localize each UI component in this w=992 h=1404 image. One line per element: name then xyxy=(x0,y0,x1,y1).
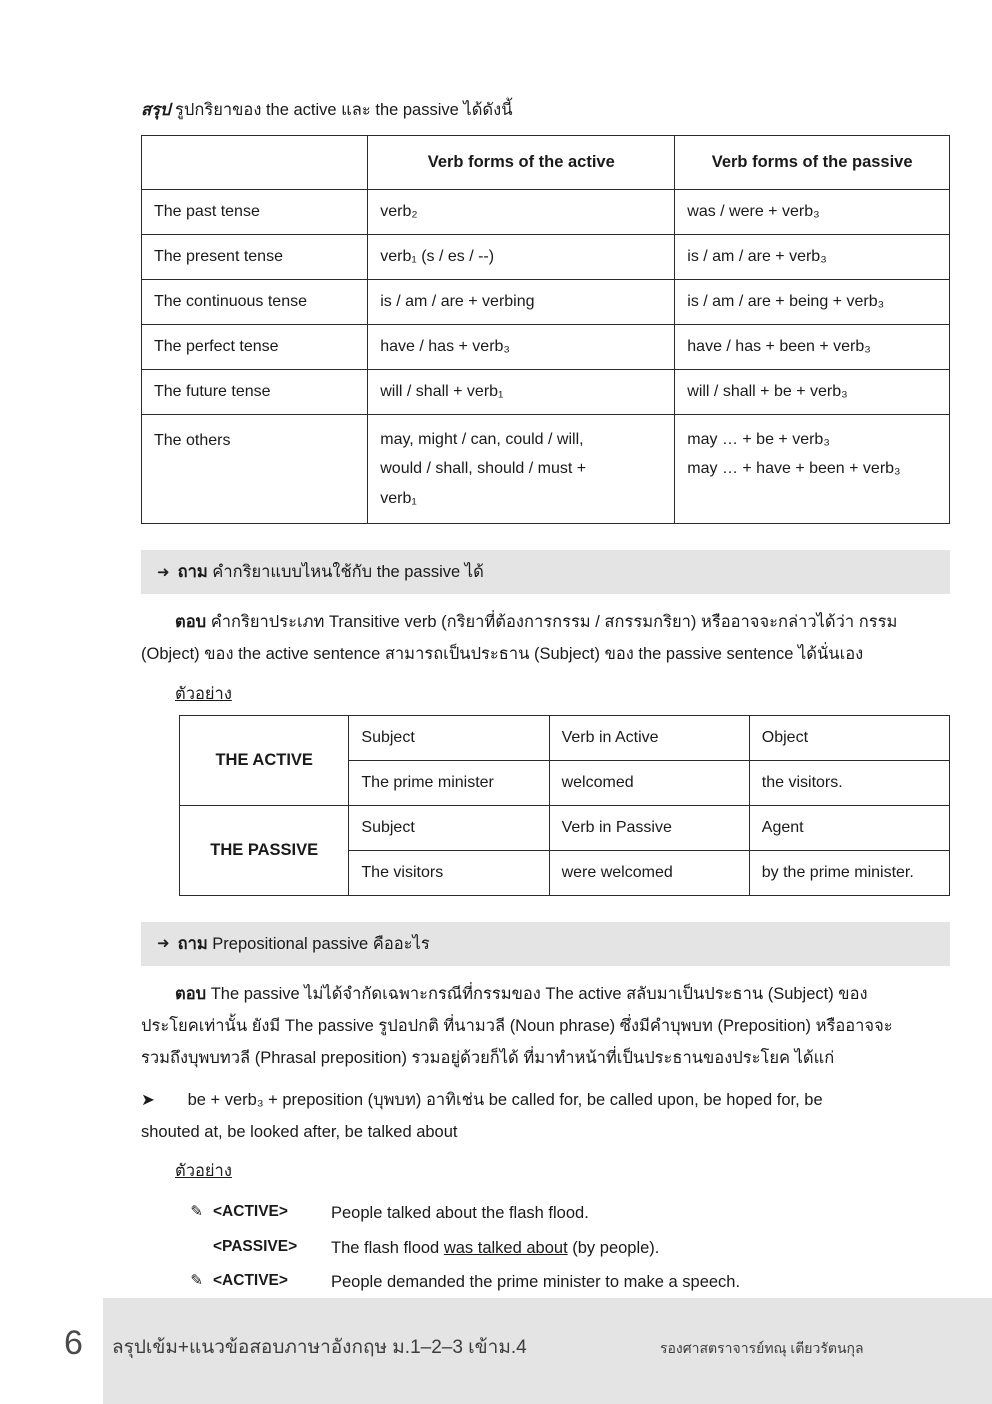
row-label-continuous: The continuous tense xyxy=(142,279,368,324)
side-label-active: THE ACTIVE xyxy=(180,715,349,805)
cell-passive-present: is / am / are + verb₃ xyxy=(675,234,950,279)
cell-active-others xyxy=(368,414,675,524)
row-label-future: The future tense xyxy=(142,369,368,414)
cell-passive-future: will / shall + be + verb₃ xyxy=(675,369,950,414)
question-text-2: Prepositional passive คืออะไร xyxy=(207,934,430,953)
page-content xyxy=(103,0,992,1330)
formula-line-1: be + verb₃ + preposition (บุพบท) อาทิเช่น be called for, be called upon, be hoped for, be xyxy=(183,1091,823,1110)
example-tag: <PASSIVE> xyxy=(213,1237,298,1255)
cell-active-present: verb₁ (s / es / --) xyxy=(368,234,675,279)
table-row xyxy=(180,805,950,850)
header-verb-passive: Verb in Passive xyxy=(549,805,749,850)
side-label-passive: THE PASSIVE xyxy=(180,805,349,895)
value-verb-passive: were welcomed xyxy=(549,850,749,895)
table-row xyxy=(142,324,950,369)
value-object-active: the visitors. xyxy=(749,760,949,805)
cell-line: may, might / can, could / will, xyxy=(380,430,584,448)
header-passive: Verb forms of the passive xyxy=(675,135,950,189)
question-label-2: ถาม xyxy=(177,934,208,953)
list-item xyxy=(141,1235,950,1261)
active-passive-table-wrap xyxy=(179,715,950,896)
row-label-others: The others xyxy=(142,414,368,524)
cell-passive-perfect: have / has + been + verb₃ xyxy=(675,324,950,369)
cell-passive-past: was / were + verb₃ xyxy=(675,189,950,234)
sentence-post: (by people). xyxy=(567,1238,660,1257)
example-sentence xyxy=(331,1269,950,1295)
table-row xyxy=(142,369,950,414)
arrow-right-icon: ➜ xyxy=(157,935,170,953)
footer-author: รองศาสตราจารย์ทณุ เตียวรัตนกุล xyxy=(660,1340,864,1356)
table-row xyxy=(142,189,950,234)
cell-line: would / shall, should / must + xyxy=(380,460,587,478)
cell-line: may … + be + verb₃ xyxy=(687,430,830,448)
header-active: Verb forms of the active xyxy=(368,135,675,189)
cell-active-future: will / shall + verb₁ xyxy=(368,369,675,414)
pen-icon-placeholder xyxy=(141,1235,213,1261)
cell-active-continuous: is / am / are + verbing xyxy=(368,279,675,324)
cell-passive-continuous: is / am / are + being + verb₃ xyxy=(675,279,950,324)
left-margin xyxy=(0,0,103,1404)
row-label-past: The past tense xyxy=(142,189,368,234)
page-number: 6 xyxy=(64,1324,83,1362)
cell-active-perfect: have / has + verb₃ xyxy=(368,324,675,369)
question-bar-1 xyxy=(141,550,950,594)
table-header-row xyxy=(142,135,950,189)
answer-2 xyxy=(141,978,950,1075)
table-row xyxy=(180,715,950,760)
answer-line-2b: ประโยคเท่านั้น ยังมี The passive รูปอปกติ ที่นามวลี (Noun phrase) ซึ่งมีคำบุพบท (Preposition) หรืออาจจะ xyxy=(141,1016,893,1035)
answer-line-1a: คำกริยาประเภท Transitive verb (กริยาที่ต้องการกรรม / สกรรมกริยา) หรืออาจจะกล่าวได้ว่า กรรม xyxy=(206,613,898,632)
cell-active-past: verb₂ xyxy=(368,189,675,234)
answer-line-2c: รวมถึงบุพบทวลี (Phrasal preposition) รวมอยู่ด้วยก็ได้ ที่มาทำหน้าที่เป็นประธานของประโยค ได้แก่ xyxy=(141,1048,835,1067)
header-blank xyxy=(142,135,368,189)
pen-icon: ✎ xyxy=(190,1203,203,1221)
sentence-pre: People talked about the flash flood. xyxy=(331,1204,589,1223)
value-subject-passive: The visitors xyxy=(349,850,549,895)
row-label-perfect: The perfect tense xyxy=(142,324,368,369)
question-bar-2 xyxy=(141,922,950,966)
value-agent-passive: by the prime minister. xyxy=(749,850,949,895)
answer-line-1b: (Object) ของ the active sentence สามารถเป็นประธาน (Subject) ของ the passive sentence ได้นั่นเอง xyxy=(141,645,864,664)
active-passive-table xyxy=(179,715,950,896)
sentence-pre: The flash flood xyxy=(331,1238,444,1257)
sentence-underlined: was talked about xyxy=(443,1238,568,1257)
answer-label-2: ตอบ xyxy=(175,984,207,1003)
value-verb-active: welcomed xyxy=(549,760,749,805)
example-tag: <ACTIVE> xyxy=(213,1203,288,1221)
header-verb-active: Verb in Active xyxy=(549,715,749,760)
footer-title: ลรุปเข้ม+แนวข้อสอบภาษาอังกฤษ ม.1–2–3 เข้าม.4 xyxy=(112,1337,527,1358)
answer-label-1: ตอบ xyxy=(175,613,207,632)
example-tag: <ACTIVE> xyxy=(213,1272,288,1290)
cell-passive-others xyxy=(675,414,950,524)
question-label-1: ถาม xyxy=(177,563,208,582)
summary-text: รูปกริยาของ the active และ the passive ได้ดังนี้ xyxy=(170,101,513,119)
table-row xyxy=(142,414,950,524)
example-sentence xyxy=(331,1200,950,1226)
formula-block xyxy=(141,1084,950,1148)
table-row xyxy=(142,234,950,279)
example-sentence xyxy=(331,1235,950,1261)
list-item xyxy=(141,1269,950,1295)
value-subject-active: The prime minister xyxy=(349,760,549,805)
question-text-1: คำกริยาแบบไหนใช้กับ the passive ได้ xyxy=(207,563,484,582)
answer-line-2a: The passive ไม่ได้จำกัดเฉพาะกรณีที่กรรมของ The active สลับมาเป็นประธาน (Subject) ของ xyxy=(206,984,868,1003)
page-footer xyxy=(0,1298,992,1404)
formula-line-2: shouted at, be looked after, be talked about xyxy=(141,1123,458,1142)
example-label-1: ตัวอย่าง xyxy=(175,684,232,703)
header-agent-passive: Agent xyxy=(749,805,949,850)
header-subject-active: Subject xyxy=(349,715,549,760)
sentence-pre: People demanded the prime minister to make a speech. xyxy=(331,1273,741,1292)
summary-line xyxy=(141,98,950,123)
pen-icon: ✎ xyxy=(190,1272,203,1290)
arrow-right-icon: ➜ xyxy=(157,563,170,581)
pointer-icon: ➤ xyxy=(141,1091,155,1110)
list-item xyxy=(141,1200,950,1226)
cell-line: may … + have + been + verb₃ xyxy=(687,460,901,478)
example-label-2: ตัวอย่าง xyxy=(175,1162,232,1181)
header-subject-passive: Subject xyxy=(349,805,549,850)
header-object-active: Object xyxy=(749,715,949,760)
verb-forms-table xyxy=(141,135,950,525)
answer-1 xyxy=(141,606,950,670)
table-row xyxy=(142,279,950,324)
cell-line: verb₁ xyxy=(380,489,417,507)
summary-bold-prefix: สรุป xyxy=(141,101,171,119)
row-label-present: The present tense xyxy=(142,234,368,279)
